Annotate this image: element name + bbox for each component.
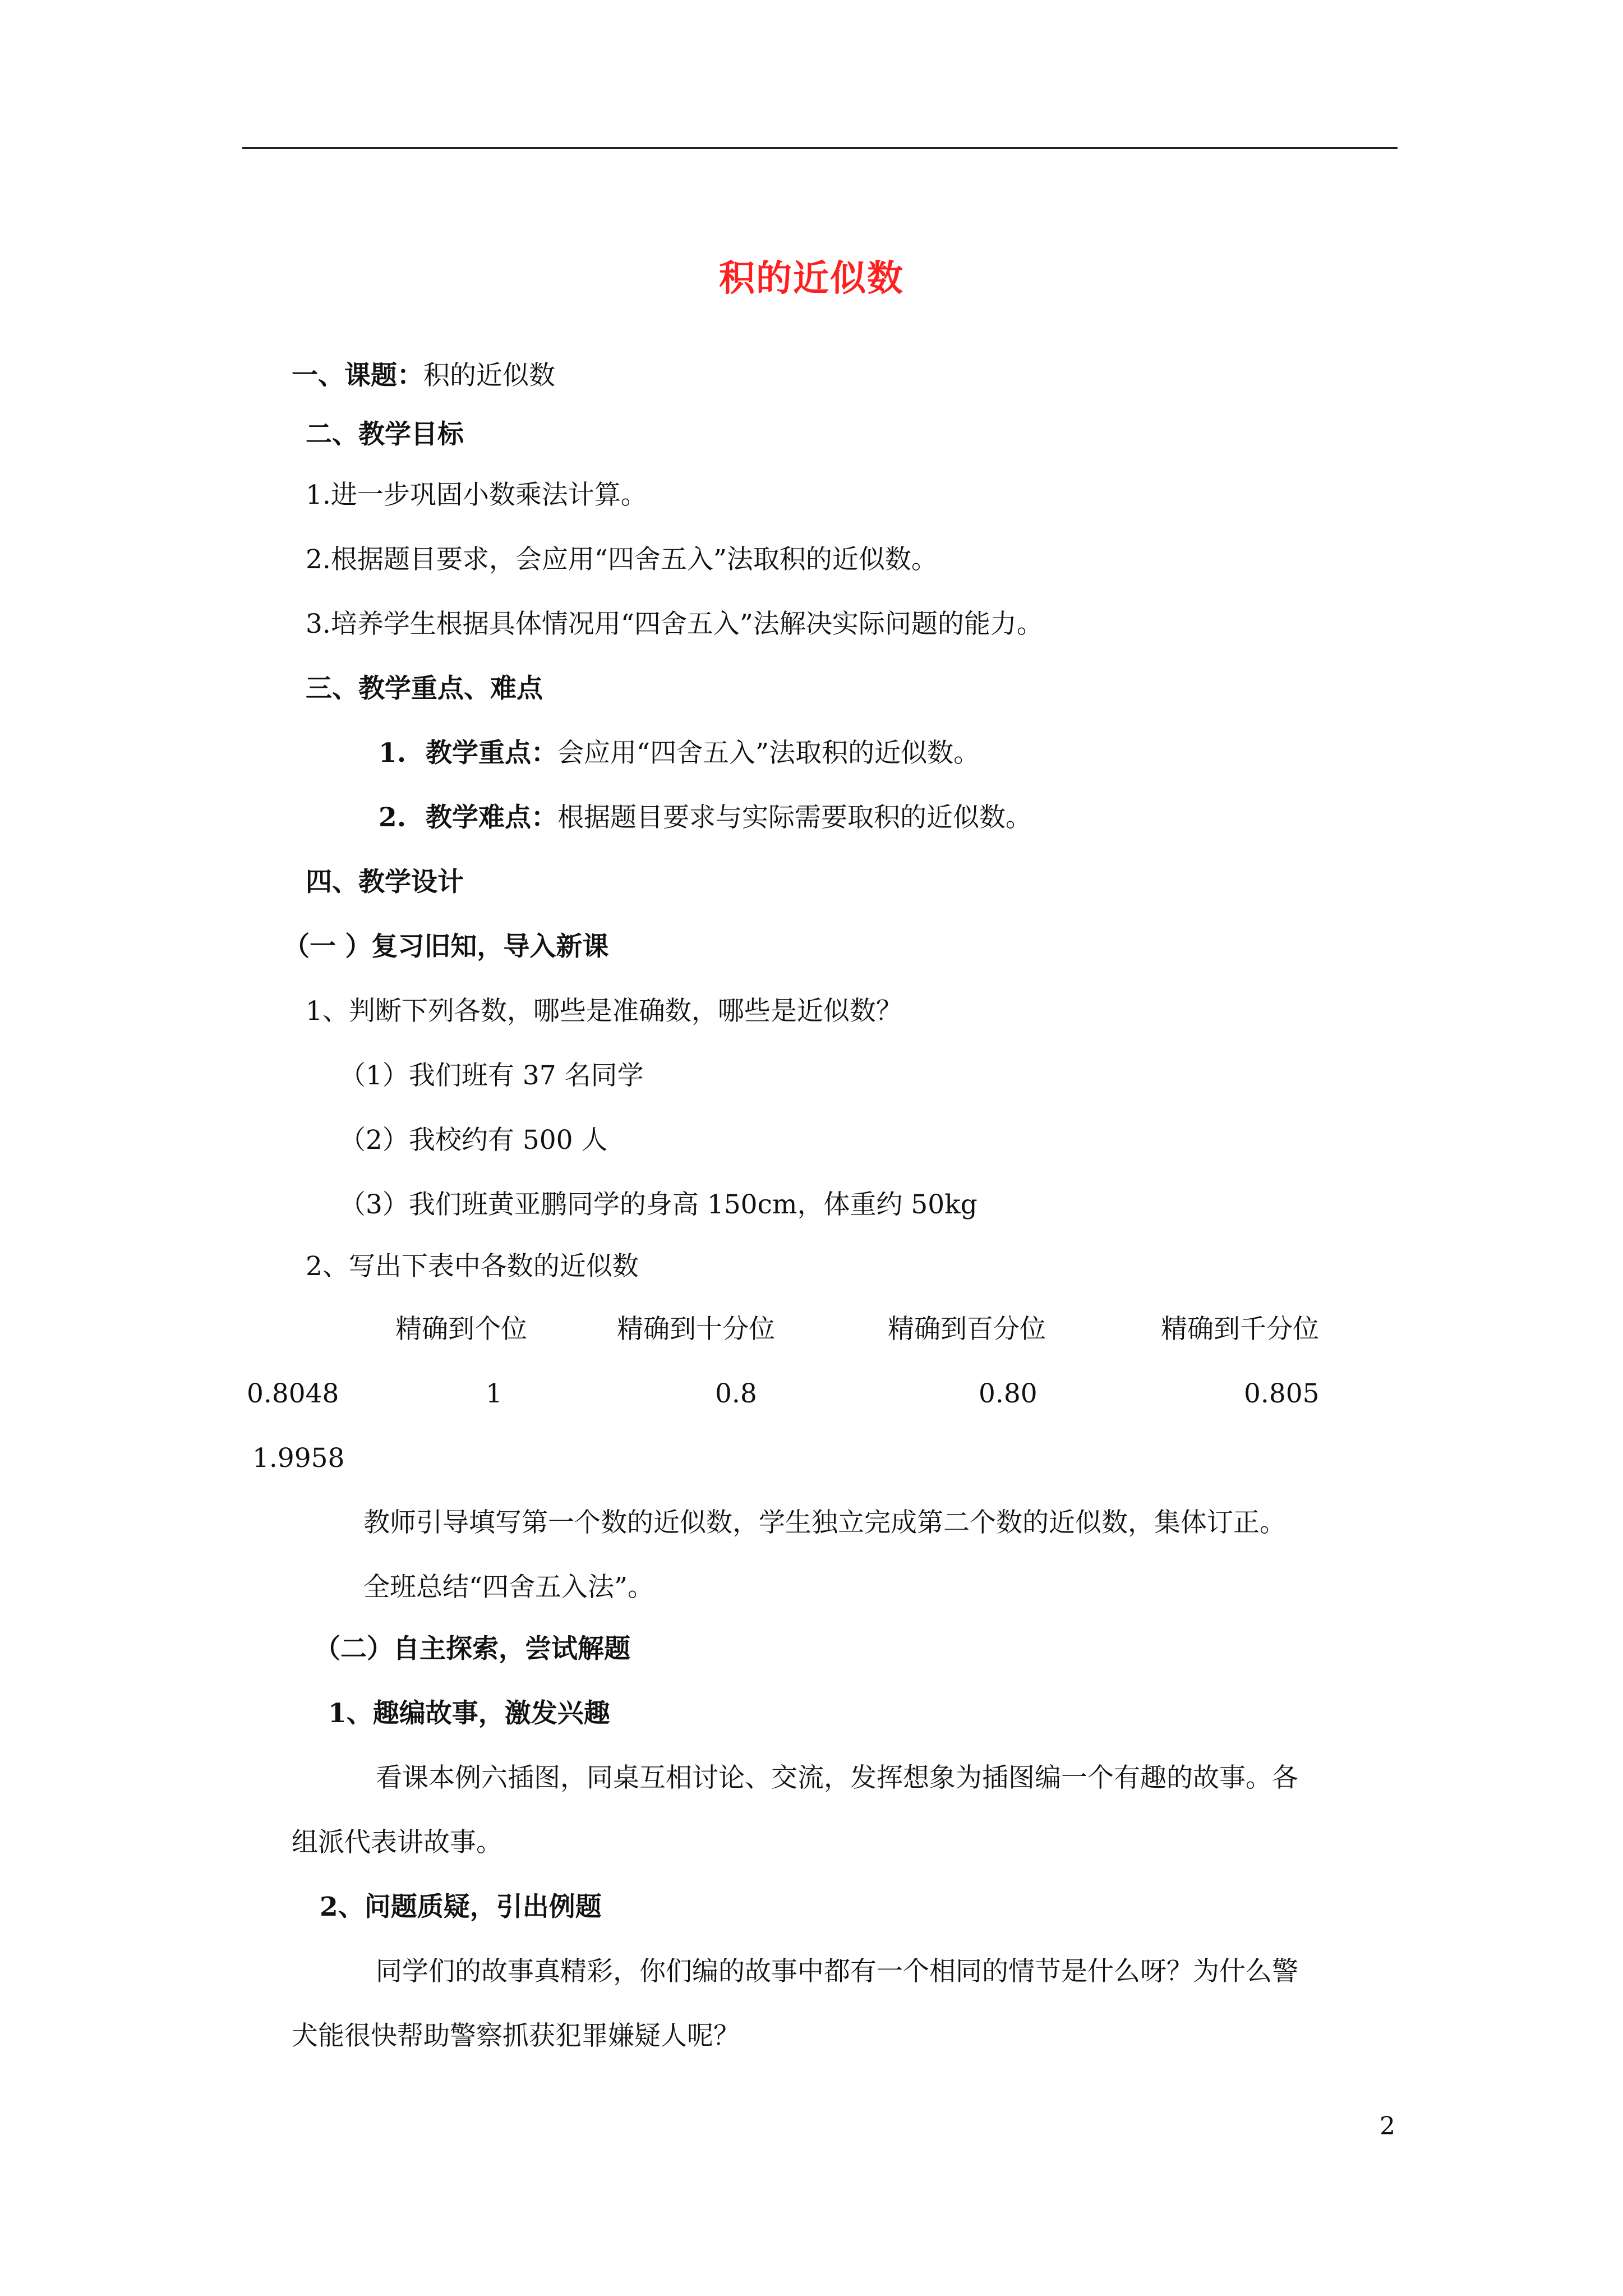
table-header-ones: 精确到个位 [395,1314,527,1345]
table-header-thousandths: 精确到千分位 [1161,1314,1319,1345]
goal-3: 3.培养学生根据具体情况用“四舍五入”法解决实际问题的能力。 [306,609,1043,639]
question-1-item-2: （2）我校约有 500 人 [339,1125,608,1156]
question-1-item-3: （3）我们班黄亚鹏同学的身高 150cm，体重约 50kg [339,1189,978,1220]
table-row-1-hundredths: 0.80 [979,1378,1038,1409]
key-point-2-label: 教学难点： [426,802,558,833]
goal-2: 2.根据题目要求，会应用“四舍五入”法取积的近似数。 [306,544,938,575]
table-row-1-tenths: 0.8 [715,1378,757,1409]
note-1: 教师引导填写第一个数的近似数，学生独立完成第二个数的近似数，集体订正。 [363,1507,1286,1538]
section-3-heading: 三、教学重点、难点 [306,673,543,704]
key-point-1 [379,737,980,770]
goal-1: 1.进一步巩固小数乘法计算。 [306,480,647,510]
key-point-1-text: 会应用“四舍五入”法取积的近似数。 [557,738,980,769]
question-2: 2、写出下表中各数的近似数 [306,1251,639,1282]
question-1: 1、判断下列各数，哪些是准确数，哪些是近似数？ [306,996,902,1027]
part-2-step-2-text-line-2: 犬能很快帮助警察抓获犯罪嫌疑人呢？ [292,2021,740,2051]
section-2-heading: 二、教学目标 [306,419,464,450]
part-2-step-1-text-line-2: 组派代表讲故事。 [292,1827,502,1858]
key-point-1-num: 1. [379,738,407,769]
table-row-2-number: 1.9958 [252,1443,345,1474]
key-point-1-label: 教学重点： [426,738,558,769]
page-title: 积的近似数 [719,257,904,300]
section-1 [292,359,555,393]
table-row-1-number: 0.8048 [247,1378,339,1409]
key-point-2 [379,801,1032,835]
note-2: 全班总结“四舍五入法”。 [363,1572,654,1603]
part-2-heading: （二）自主探索，尝试解题 [314,1634,630,1664]
question-1-item-1: （1）我们班有 37 名同学 [339,1060,644,1091]
section-1-label: 一、课题： [292,360,423,391]
section-1-text: 积的近似数 [423,360,555,391]
table-row-1-ones: 1 [486,1378,502,1409]
part-1-heading: （一 ）复习旧知，导入新课 [283,931,609,962]
key-point-2-text: 根据题目要求与实际需要取积的近似数。 [557,802,1032,833]
table-header-hundredths: 精确到百分位 [888,1314,1046,1345]
section-4-heading: 四、教学设计 [306,867,464,898]
part-2-step-1-text-line-1: 看课本例六插图，同桌互相讨论、交流，发挥想象为插图编一个有趣的故事。各 [376,1763,1298,1793]
part-2-step-2-heading: 2、问题质疑，引出例题 [320,1892,602,1922]
table-row-1-thousandths: 0.805 [1244,1378,1320,1409]
header-rule [242,147,1398,149]
part-2-step-2-text-line-1: 同学们的故事真精彩，你们编的故事中都有一个相同的情节是什么呀？为什么警 [376,1956,1298,1987]
page-number: 2 [1380,2112,1395,2141]
part-2-step-1-heading: 1、趣编故事，激发兴趣 [328,1698,610,1729]
key-point-2-num: 2. [379,802,407,833]
table-header-tenths: 精确到十分位 [617,1314,775,1345]
